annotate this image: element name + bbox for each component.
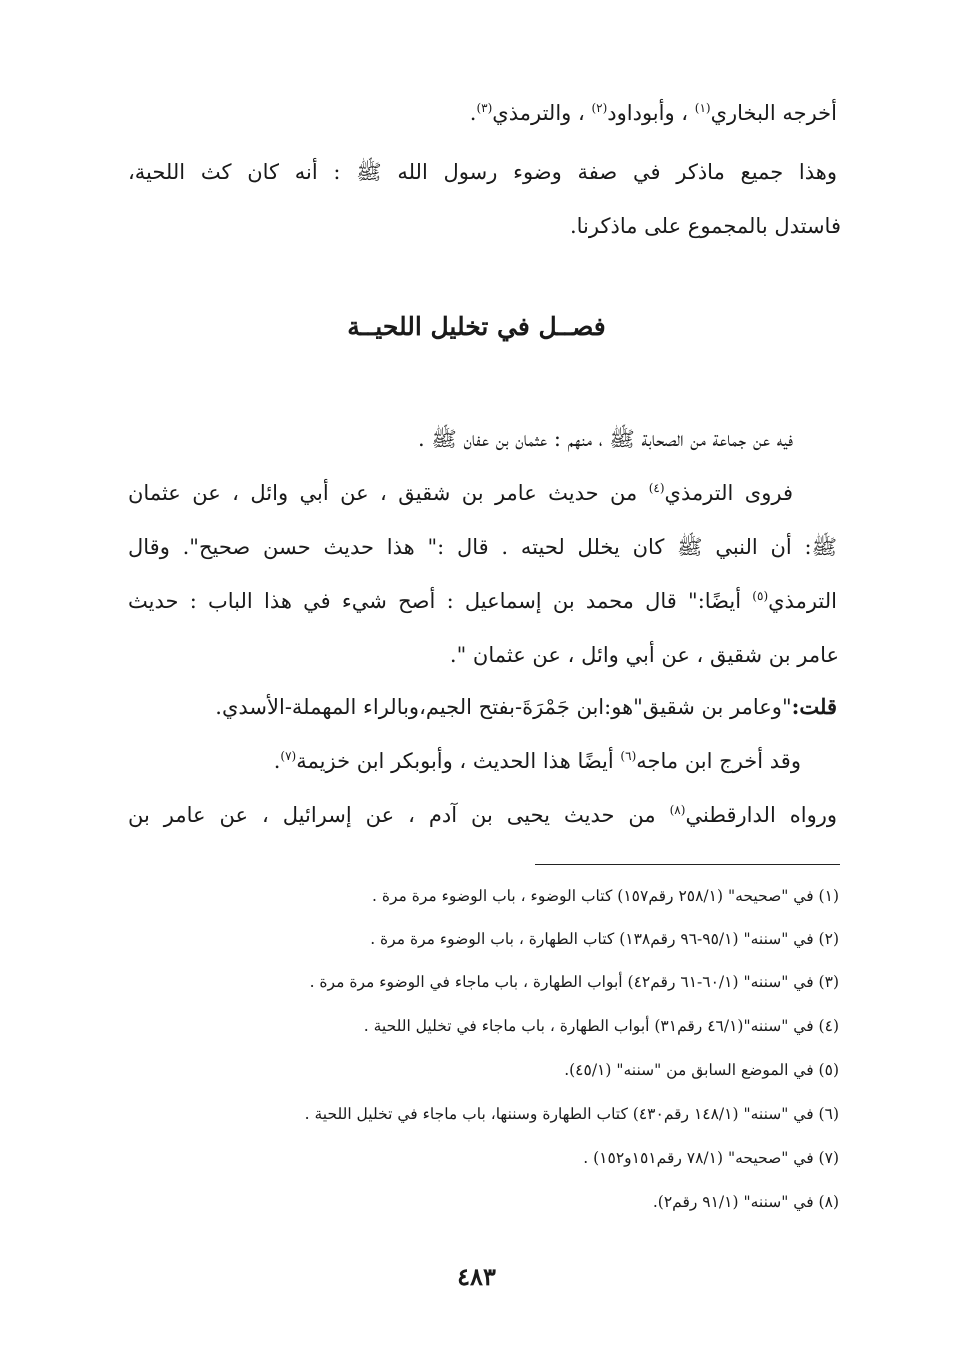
body-text: فروى الترمذي [664, 481, 794, 505]
intro-text: . [469, 101, 477, 125]
body-text: من حديث عامر بن شقيق ، عن أبي وائل ، عن عثمان [128, 481, 649, 505]
footnote-ref: (٦) [620, 749, 637, 763]
footnote-8: (٨) في "سننه" (٩١/١ رقم٢). [652, 1193, 839, 1211]
footnote-5: (٥) في الموضع السابق من "سننه" (٤٥/١). [564, 1061, 839, 1079]
body-line-4 [128, 586, 837, 616]
body-line-1: فيه عن جماعة من الصحابة ﷺ ، منهم : عثمان بن عفان ﷺ . [418, 427, 793, 451]
body-text: ورواه الدارقطني [685, 803, 837, 827]
footnote-4: (٤) في "سننه"(٤٦/١ رقم٣١) أبواب الطهارة ، باب ماجاء في تخليل اللحية . [363, 1017, 839, 1035]
body-line-2 [128, 478, 793, 508]
footnote-ref: (٢) [591, 101, 608, 115]
page-number: ٤٨٣ [457, 1262, 496, 1291]
body-line-7 [274, 746, 801, 776]
body-text: أيضًا:" قال محمد بن إسماعيل : أصح شيء في هذا الباب : حديث [128, 589, 753, 613]
footnote-ref: (١) [694, 101, 711, 115]
footnote-3: (٣) في "سننه" (٦٠/١-٦١ رقم٤٢) أبواب الطهارة ، باب ماجاء في الوضوء مرة مرة . [309, 973, 839, 991]
footnote-ref: (٣) [476, 101, 493, 115]
body-text: . [273, 749, 281, 773]
footnote-7: (٧) في "صحيحه" (٧٨/١ رقم١٥١و١٥٢) . [583, 1149, 839, 1167]
footnote-2: (٢) في "سننه" (٩٥/١-٩٦ رقم١٣٨) كتاب الطهارة ، باب الوضوء مرة مرة . [370, 930, 839, 948]
body-text: "وعامر بن شقيق"هو:ابن جَمْرَةَ-بفتح الجيم،وبالراء المهملة-الأسدي. [215, 695, 792, 719]
body-text: وقد أخرج ابن ماجه [636, 749, 801, 773]
body-text: الترمذي [768, 589, 837, 613]
body-line-3: ﷺ: أن النبي ﷺ كان يخلل لحيته . قال :" هذا حديث حسن صحيح". وقال [128, 535, 837, 559]
footnote-ref: (٥) [752, 589, 769, 603]
section-title: فصــل في تخليل اللحيــة [347, 312, 606, 341]
footnote-1: (١) في "صحيحه" (٢٥٨/١ رقم١٥٧) كتاب الوضوء ، باب الوضوء مرة مرة . [371, 887, 839, 905]
intro-text: ، وأبوداود [607, 101, 695, 125]
body-line-6 [215, 692, 837, 722]
intro-text: ، والترمذي [492, 101, 592, 125]
body-line-8 [128, 800, 837, 830]
note-label: قلت: [791, 694, 837, 719]
footnote-6: (٦) في "سننه" (١٤٨/١ رقم٤٣٠) كتاب الطهارة وسننها، باب ماجاء في تخليل اللحية . [304, 1105, 839, 1123]
footnote-ref: (٤) [648, 481, 665, 495]
footnote-ref: (٧) [280, 749, 297, 763]
body-text: أيضًا هذا الحديث ، وأبوبكر ابن خزيمة [296, 749, 621, 773]
intro-line-1 [470, 98, 837, 128]
intro-line-2: وهذا جميع ماذكر في صفة وضوء رسول الله ﷺ : أنه كان كث اللحية، [128, 160, 837, 184]
footnote-ref: (٨) [669, 803, 686, 817]
body-text: من حديث يحيى بن آدم ، عن إسرائيل ، عن عامر بن [128, 803, 670, 827]
intro-line-3: فاستدل بالمجموع على ماذكرنا. [569, 214, 841, 238]
body-line-5: عامر بن شقيق ، عن أبي وائل ، عن عثمان ". [449, 643, 839, 667]
footnote-divider [535, 864, 840, 865]
intro-text: أخرجه البخاري [710, 101, 837, 125]
